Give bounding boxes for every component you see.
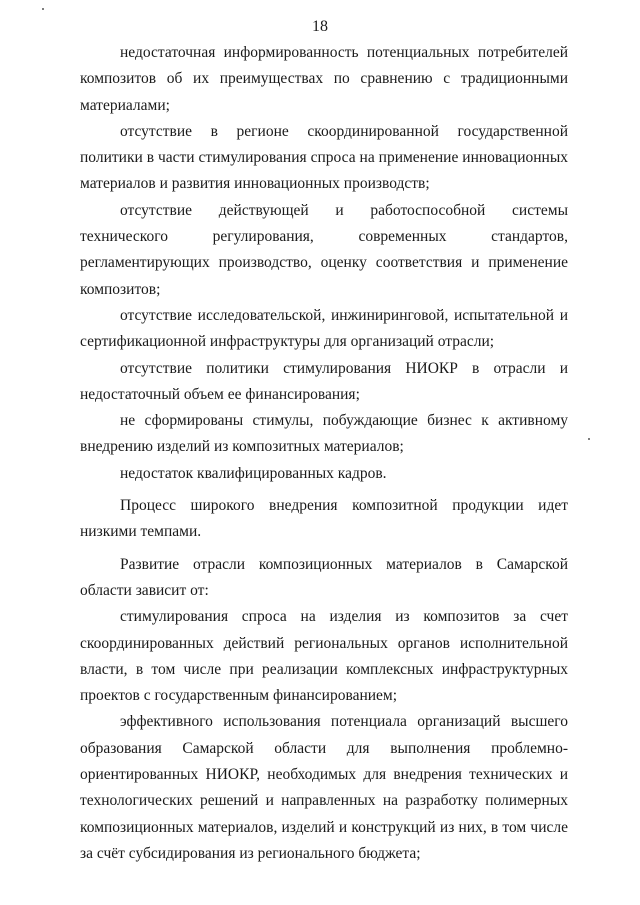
paragraph-1: недостаточная информированность потенциальных потребителей композитов об их преимуществах по сравнению с традиционными материалами; bbox=[80, 44, 568, 114]
paragraph-8: Процесс широкого внедрения композитной продукции идет низкими темпами. bbox=[80, 497, 568, 541]
paragraph-11: эффективного использования потенциала организаций высшего образования Самарской области для выполнения проблемно-ориентированных НИОКР, необходимых для внедрения технических и технологических решений и направленных на разработку полимерных композиционных материалов, изделий и конструкций из них, в том числе за счёт субсидирования из регионального бюджета; bbox=[80, 713, 568, 862]
page-number: 18 bbox=[312, 18, 328, 35]
paragraph-10: стимулирования спроса на изделия из композитов за счет скоординированных действий региональных органов исполнительной власти, в том числе при реализации комплексных инфраструктурных проектов с государственным финансированием; bbox=[80, 608, 568, 705]
paragraph-6: не сформированы стимулы, побуждающие бизнес к активному внедрению изделий из композитных материалов; bbox=[80, 412, 568, 456]
body-text bbox=[80, 40, 568, 867]
paragraph-4: отсутствие исследовательской, инжиниринговой, испытательной и сертификационной инфраструктуры для организаций отрасли; bbox=[80, 306, 568, 351]
scan-speck bbox=[588, 438, 590, 440]
paragraph-5: отсутствие политики стимулирования НИОКР в отрасли и недостаточный объем ее финансирования; bbox=[80, 359, 568, 403]
paragraph-3: отсутствие действующей и работоспособной системы технического регулирования, современных стандартов, регламентирующих производство, оценку соответствия и применение композитов; bbox=[80, 201, 568, 298]
scan-speck bbox=[42, 8, 44, 10]
paragraph-7: недостаток квалифицированных кадров. bbox=[120, 464, 387, 482]
paragraph-2: отсутствие в регионе скоординированной государственной политики в части стимулирования спроса на применение инновационных материалов и развития инновационных производств; bbox=[80, 122, 568, 193]
paragraph-9: Развитие отрасли композиционных материалов в Самарской области зависит от: bbox=[80, 555, 568, 599]
